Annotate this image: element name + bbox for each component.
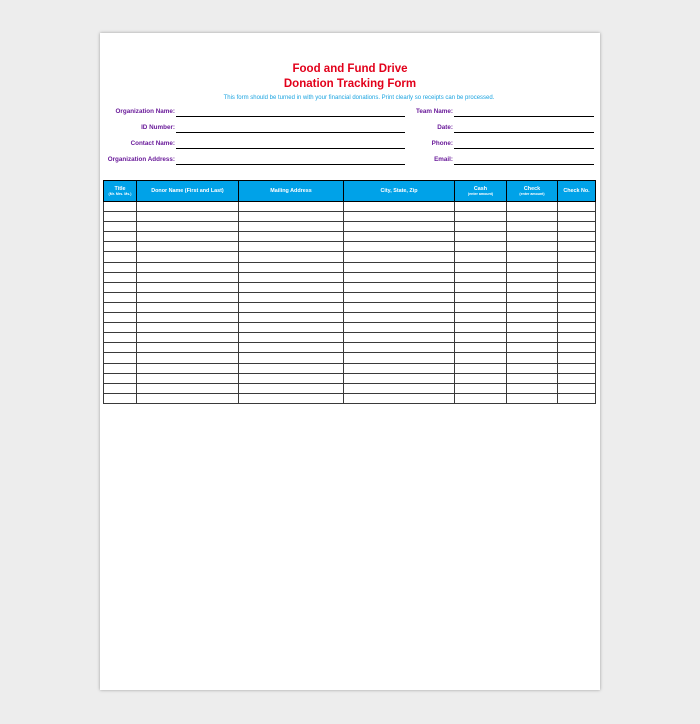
table-cell[interactable] bbox=[104, 363, 137, 373]
donation-table-body bbox=[104, 202, 596, 404]
table-cell[interactable] bbox=[344, 343, 455, 353]
table-row bbox=[104, 262, 596, 272]
table-cell[interactable] bbox=[507, 363, 558, 373]
table-row bbox=[104, 393, 596, 403]
table-cell[interactable] bbox=[455, 242, 507, 252]
table-cell[interactable] bbox=[455, 343, 507, 353]
table-row bbox=[104, 212, 596, 222]
table-cell[interactable] bbox=[239, 393, 344, 403]
contact-name-line[interactable] bbox=[176, 148, 405, 149]
table-cell[interactable] bbox=[137, 353, 239, 363]
table-cell[interactable] bbox=[104, 292, 137, 302]
table-cell[interactable] bbox=[239, 232, 344, 242]
table-cell[interactable] bbox=[137, 252, 239, 262]
table-cell[interactable] bbox=[455, 353, 507, 363]
table-cell[interactable] bbox=[558, 242, 596, 252]
table-cell[interactable] bbox=[558, 333, 596, 343]
table-cell[interactable] bbox=[239, 313, 344, 323]
table-cell[interactable] bbox=[104, 313, 137, 323]
table-cell[interactable] bbox=[344, 232, 455, 242]
table-row bbox=[104, 383, 596, 393]
table-row bbox=[104, 222, 596, 232]
table-cell[interactable] bbox=[507, 313, 558, 323]
table-cell[interactable] bbox=[507, 373, 558, 383]
table-row bbox=[104, 282, 596, 292]
table-cell[interactable] bbox=[507, 323, 558, 333]
table-cell[interactable] bbox=[239, 343, 344, 353]
table-cell[interactable] bbox=[137, 212, 239, 222]
table-cell[interactable] bbox=[239, 333, 344, 343]
id-number-label: ID Number: bbox=[141, 124, 175, 131]
table-cell[interactable] bbox=[558, 302, 596, 312]
table-cell[interactable] bbox=[137, 313, 239, 323]
table-cell[interactable] bbox=[507, 242, 558, 252]
team-name-line[interactable] bbox=[454, 116, 594, 117]
table-cell[interactable] bbox=[344, 323, 455, 333]
organization-address-line[interactable] bbox=[176, 164, 405, 165]
table-cell[interactable] bbox=[137, 343, 239, 353]
table-cell[interactable] bbox=[344, 333, 455, 343]
table-cell[interactable] bbox=[455, 282, 507, 292]
table-cell[interactable] bbox=[239, 222, 344, 232]
table-cell[interactable] bbox=[455, 232, 507, 242]
table-cell[interactable] bbox=[239, 323, 344, 333]
table-cell[interactable] bbox=[239, 242, 344, 252]
phone-label: Phone: bbox=[431, 140, 453, 147]
table-cell[interactable] bbox=[344, 313, 455, 323]
table-cell[interactable] bbox=[137, 222, 239, 232]
table-cell[interactable] bbox=[558, 252, 596, 262]
table-cell[interactable] bbox=[239, 353, 344, 363]
table-cell[interactable] bbox=[507, 302, 558, 312]
table-cell[interactable] bbox=[344, 393, 455, 403]
table-cell[interactable] bbox=[104, 323, 137, 333]
table-cell[interactable] bbox=[104, 222, 137, 232]
table-cell[interactable] bbox=[507, 282, 558, 292]
table-cell[interactable] bbox=[558, 232, 596, 242]
table-cell[interactable] bbox=[455, 252, 507, 262]
table-cell[interactable] bbox=[558, 353, 596, 363]
form-page bbox=[100, 33, 600, 690]
table-cell[interactable] bbox=[104, 333, 137, 343]
table-cell[interactable] bbox=[344, 272, 455, 282]
table-cell[interactable] bbox=[558, 313, 596, 323]
table-cell[interactable] bbox=[455, 313, 507, 323]
table-cell[interactable] bbox=[104, 242, 137, 252]
organization-name-line[interactable] bbox=[176, 116, 405, 117]
table-cell[interactable] bbox=[344, 292, 455, 302]
table-cell[interactable] bbox=[104, 232, 137, 242]
table-cell[interactable] bbox=[507, 343, 558, 353]
table-cell[interactable] bbox=[239, 262, 344, 272]
table-row bbox=[104, 313, 596, 323]
table-cell[interactable] bbox=[137, 232, 239, 242]
table-cell[interactable] bbox=[137, 363, 239, 373]
table-cell[interactable] bbox=[344, 252, 455, 262]
table-cell[interactable] bbox=[455, 302, 507, 312]
table-cell[interactable] bbox=[239, 282, 344, 292]
table-cell[interactable] bbox=[239, 212, 344, 222]
table-cell[interactable] bbox=[104, 282, 137, 292]
table-cell[interactable] bbox=[507, 212, 558, 222]
table-cell[interactable] bbox=[104, 373, 137, 383]
table-cell[interactable] bbox=[104, 262, 137, 272]
table-cell[interactable] bbox=[344, 222, 455, 232]
column-header-check: Check (enter amount) bbox=[507, 181, 558, 202]
table-cell[interactable] bbox=[104, 252, 137, 262]
table-row bbox=[104, 302, 596, 312]
table-cell[interactable] bbox=[455, 363, 507, 373]
table-cell[interactable] bbox=[455, 383, 507, 393]
table-cell[interactable] bbox=[507, 202, 558, 212]
table-cell[interactable] bbox=[507, 383, 558, 393]
table-cell[interactable] bbox=[137, 333, 239, 343]
column-header-donor-name: Donor Name (First and Last) bbox=[137, 181, 239, 202]
table-cell[interactable] bbox=[455, 323, 507, 333]
table-row bbox=[104, 323, 596, 333]
table-header-row bbox=[104, 181, 596, 202]
organization-name-label: Organization Name: bbox=[115, 108, 175, 115]
table-cell[interactable] bbox=[344, 383, 455, 393]
table-cell[interactable] bbox=[507, 353, 558, 363]
table-cell[interactable] bbox=[344, 262, 455, 272]
table-cell[interactable] bbox=[137, 302, 239, 312]
table-cell[interactable] bbox=[507, 232, 558, 242]
table-row bbox=[104, 363, 596, 373]
table-cell[interactable] bbox=[507, 262, 558, 272]
table-row bbox=[104, 373, 596, 383]
table-cell[interactable] bbox=[558, 323, 596, 333]
table-cell[interactable] bbox=[137, 262, 239, 272]
table-cell[interactable] bbox=[507, 252, 558, 262]
table-cell[interactable] bbox=[344, 212, 455, 222]
table-cell[interactable] bbox=[507, 222, 558, 232]
table-cell[interactable] bbox=[558, 282, 596, 292]
table-cell[interactable] bbox=[104, 383, 137, 393]
table-cell[interactable] bbox=[104, 353, 137, 363]
table-row bbox=[104, 232, 596, 242]
table-cell[interactable] bbox=[344, 282, 455, 292]
column-header-city-state-zip: City, State, Zip bbox=[344, 181, 455, 202]
table-cell[interactable] bbox=[558, 393, 596, 403]
table-cell[interactable] bbox=[344, 242, 455, 252]
table-cell[interactable] bbox=[104, 343, 137, 353]
column-header-check-no: Check No. bbox=[558, 181, 596, 202]
table-cell[interactable] bbox=[558, 272, 596, 282]
table-cell[interactable] bbox=[455, 222, 507, 232]
table-cell[interactable] bbox=[558, 202, 596, 212]
table-cell[interactable] bbox=[239, 383, 344, 393]
table-cell[interactable] bbox=[239, 363, 344, 373]
table-cell[interactable] bbox=[455, 373, 507, 383]
table-row bbox=[104, 292, 596, 302]
table-cell[interactable] bbox=[137, 323, 239, 333]
table-cell[interactable] bbox=[455, 212, 507, 222]
form-instructions: This form should be turned in with your financial donations. Print clearly so receipts can be processed. bbox=[223, 95, 495, 101]
table-cell[interactable] bbox=[455, 292, 507, 302]
table-cell[interactable] bbox=[137, 202, 239, 212]
table-cell[interactable] bbox=[507, 393, 558, 403]
table-row bbox=[104, 343, 596, 353]
table-cell[interactable] bbox=[344, 202, 455, 212]
column-header-mailing-address: Mailing Address bbox=[239, 181, 344, 202]
table-cell[interactable] bbox=[239, 292, 344, 302]
email-line[interactable] bbox=[454, 164, 594, 165]
table-cell[interactable] bbox=[558, 363, 596, 373]
table-row bbox=[104, 202, 596, 212]
organization-address-label: Organization Address: bbox=[107, 156, 175, 163]
table-cell[interactable] bbox=[137, 272, 239, 282]
table-cell[interactable] bbox=[455, 333, 507, 343]
phone-line[interactable] bbox=[454, 148, 594, 149]
id-number-line[interactable] bbox=[176, 132, 405, 133]
table-cell[interactable] bbox=[558, 292, 596, 302]
table-cell[interactable] bbox=[344, 353, 455, 363]
email-label: Email: bbox=[434, 156, 453, 163]
table-cell[interactable] bbox=[558, 212, 596, 222]
table-cell[interactable] bbox=[344, 302, 455, 312]
table-cell[interactable] bbox=[104, 202, 137, 212]
table-cell[interactable] bbox=[455, 393, 507, 403]
table-cell[interactable] bbox=[558, 343, 596, 353]
date-line[interactable] bbox=[454, 132, 594, 133]
column-header-cash: Cash (enter amount) bbox=[455, 181, 507, 202]
table-row bbox=[104, 272, 596, 282]
table-cell[interactable] bbox=[507, 272, 558, 282]
table-cell[interactable] bbox=[137, 282, 239, 292]
table-cell[interactable] bbox=[137, 393, 239, 403]
table-cell[interactable] bbox=[455, 272, 507, 282]
table-cell[interactable] bbox=[239, 202, 344, 212]
table-cell[interactable] bbox=[104, 393, 137, 403]
table-cell[interactable] bbox=[507, 292, 558, 302]
contact-name-label: Contact Name: bbox=[130, 140, 175, 147]
column-header-title: Title (Mr. Mrs. Ms.) bbox=[104, 181, 137, 202]
table-cell[interactable] bbox=[239, 373, 344, 383]
table-cell[interactable] bbox=[507, 333, 558, 343]
donation-table bbox=[103, 180, 596, 404]
table-cell[interactable] bbox=[104, 212, 137, 222]
table-cell[interactable] bbox=[558, 373, 596, 383]
form-title-line1: Food and Fund Drive bbox=[292, 63, 408, 75]
table-cell[interactable] bbox=[137, 242, 239, 252]
table-cell[interactable] bbox=[344, 373, 455, 383]
table-cell[interactable] bbox=[239, 272, 344, 282]
table-cell[interactable] bbox=[239, 302, 344, 312]
table-cell[interactable] bbox=[344, 363, 455, 373]
table-cell[interactable] bbox=[137, 373, 239, 383]
table-row bbox=[104, 353, 596, 363]
table-cell[interactable] bbox=[104, 302, 137, 312]
table-cell[interactable] bbox=[137, 292, 239, 302]
table-cell[interactable] bbox=[239, 252, 344, 262]
date-label: Date: bbox=[437, 124, 453, 131]
table-row bbox=[104, 333, 596, 343]
table-cell[interactable] bbox=[558, 222, 596, 232]
form-title-line2: Donation Tracking Form bbox=[283, 78, 417, 90]
table-row bbox=[104, 242, 596, 252]
table-cell[interactable] bbox=[558, 262, 596, 272]
table-cell[interactable] bbox=[558, 383, 596, 393]
table-cell[interactable] bbox=[137, 383, 239, 393]
table-cell[interactable] bbox=[455, 202, 507, 212]
team-name-label: Team Name: bbox=[416, 108, 453, 115]
table-cell[interactable] bbox=[455, 262, 507, 272]
table-cell[interactable] bbox=[104, 272, 137, 282]
table-row bbox=[104, 252, 596, 262]
